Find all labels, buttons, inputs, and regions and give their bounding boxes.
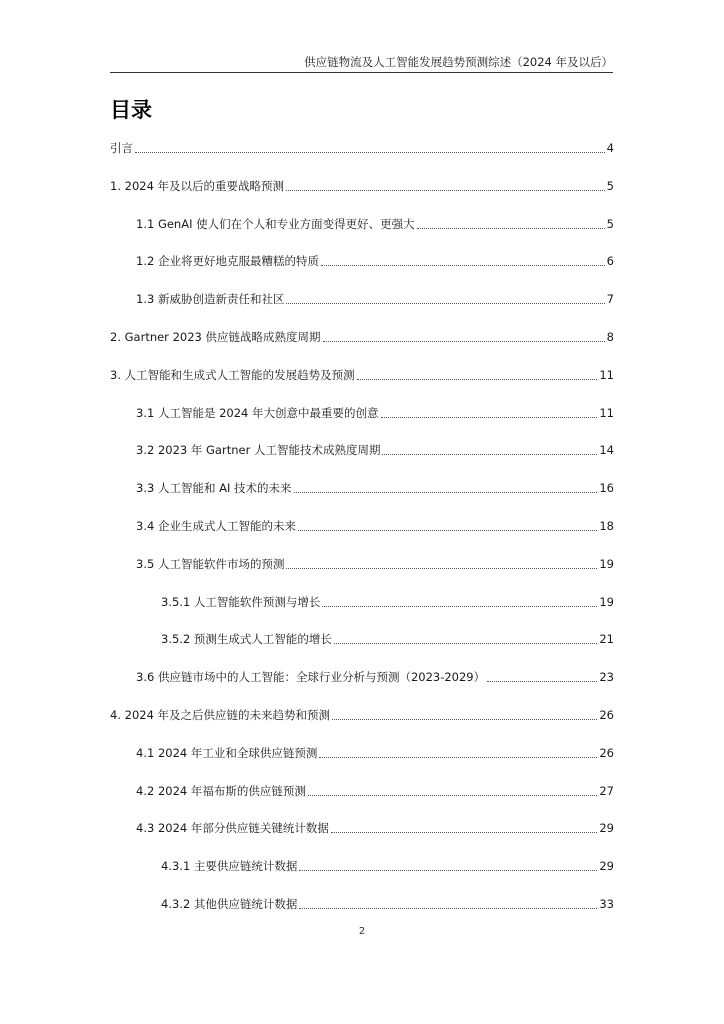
toc-entry-page: 11 — [599, 405, 614, 420]
toc-entry-label: 3.5.1 人工智能软件预测与增长 — [161, 594, 321, 609]
toc-entry[interactable] — [110, 176, 614, 194]
toc-leader-dots — [381, 417, 598, 418]
toc-entry[interactable] — [161, 592, 614, 610]
toc-entry-page: 33 — [599, 897, 614, 911]
toc-entry-label: 4.3.2 其他供应链统计数据 — [161, 897, 298, 911]
toc-entry[interactable] — [136, 289, 614, 307]
toc-leader-dots — [299, 908, 597, 909]
toc-leader-dots — [298, 530, 597, 531]
toc-leader-dots — [308, 795, 597, 796]
toc-leader-dots — [382, 454, 597, 455]
toc-entry[interactable] — [136, 516, 614, 534]
toc-entry-label: 4.1 2024 年工业和全球供应链预测 — [136, 745, 318, 760]
toc-leader-dots — [286, 303, 604, 304]
toc-entry-page: 6 — [606, 254, 614, 269]
toc-entry[interactable] — [161, 894, 614, 912]
running-header: 供应链物流及人工智能发展趋势预测综述（2024 年及以后） — [304, 55, 613, 69]
toc-leader-dots — [286, 568, 597, 569]
toc-entry-page: 19 — [599, 594, 614, 609]
toc-entry[interactable] — [136, 743, 614, 761]
toc-entry[interactable] — [161, 629, 614, 647]
toc-entry-label: 3.5 人工智能软件市场的预测 — [136, 556, 285, 571]
toc-entry-label: 3.2 2023 年 Gartner 人工智能技术成熟度周期 — [136, 443, 381, 458]
toc-entry-label: 1.1 GenAI 使人们在个人和专业方面变得更好、更强大 — [136, 216, 415, 231]
toc-entry-page: 5 — [606, 216, 614, 231]
toc-entry-page: 27 — [599, 783, 614, 798]
toc-leader-dots — [487, 681, 597, 682]
toc-entry-label: 3.1 人工智能是 2024 年大创意中最重要的创意 — [136, 405, 379, 420]
toc-entry-label: 引言 — [110, 141, 133, 155]
toc-entry[interactable] — [110, 705, 614, 723]
toc-leader-dots — [294, 492, 598, 493]
toc-entry[interactable] — [136, 781, 614, 799]
toc-entry[interactable] — [136, 554, 614, 572]
toc-leader-dots — [299, 870, 597, 871]
page-number: 2 — [358, 926, 366, 937]
toc-entry[interactable] — [161, 856, 614, 874]
toc-entry-page: 5 — [606, 178, 614, 193]
toc-entry-label: 4. 2024 年及之后供应链的未来趋势和预测 — [110, 708, 331, 722]
toc-entry[interactable] — [136, 214, 614, 232]
toc-entry-page: 11 — [599, 367, 614, 382]
toc-entry[interactable] — [136, 403, 614, 421]
toc-entry-page: 19 — [599, 556, 614, 571]
toc-entry-label: 4.2 2024 年福布斯的供应链预测 — [136, 783, 306, 798]
toc-entry-page: 29 — [599, 859, 614, 874]
toc-entry[interactable] — [136, 818, 614, 836]
toc-entry-label: 4.3.1 主要供应链统计数据 — [161, 859, 298, 874]
toc-entry[interactable] — [136, 478, 614, 496]
toc-entry-page: 21 — [599, 632, 614, 647]
toc-leader-dots — [332, 719, 597, 720]
toc-entry-page: 8 — [606, 330, 614, 344]
toc-entry-label: 4.3 2024 年部分供应链关键统计数据 — [136, 821, 329, 836]
toc-leader-dots — [319, 757, 597, 758]
toc-entry-label: 1.2 企业将更好地克服最糟糕的特质 — [136, 254, 319, 269]
toc-entry-page: 7 — [606, 292, 614, 307]
toc-entry-label: 1.3 新威胁创造新责任和社区 — [136, 292, 285, 307]
toc-entry-label: 3.5.2 预测生成式人工智能的增长 — [161, 632, 332, 647]
toc-entry-page: 18 — [599, 519, 614, 533]
toc-entry-label: 3.3 人工智能和 AI 技术的未来 — [136, 481, 292, 496]
toc-entry[interactable] — [110, 138, 614, 156]
toc-leader-dots — [417, 228, 605, 229]
toc-entry[interactable] — [110, 365, 614, 383]
toc-entry-page: 23 — [599, 670, 614, 685]
toc-leader-dots — [135, 152, 605, 153]
toc-entry-page: 29 — [599, 821, 614, 836]
toc-entry[interactable] — [110, 327, 614, 345]
toc-leader-dots — [321, 265, 605, 266]
toc-entry-page: 4 — [606, 141, 614, 155]
toc-entry[interactable] — [136, 440, 614, 458]
toc-entry-label: 3.6 供应链市场中的人工智能：全球行业分析与预测（2023-2029） — [136, 670, 486, 685]
toc-entry[interactable] — [136, 251, 614, 269]
toc-entry-page: 16 — [599, 481, 614, 496]
toc-entry-label: 3. 人工智能和生成式人工智能的发展趋势及预测 — [110, 367, 355, 382]
toc-title: 目录 — [110, 98, 152, 122]
toc-entry-label: 3.4 企业生成式人工智能的未来 — [136, 519, 296, 533]
toc-leader-dots — [331, 832, 597, 833]
toc-entry-page: 26 — [599, 745, 614, 760]
toc-entry-page: 14 — [599, 443, 614, 458]
toc-entry-page: 26 — [599, 708, 614, 722]
toc-entry-label: 2. Gartner 2023 供应链战略成熟度周期 — [110, 330, 321, 344]
toc-leader-dots — [286, 190, 605, 191]
toc-leader-dots — [323, 341, 605, 342]
toc-leader-dots — [322, 606, 597, 607]
toc-leader-dots — [334, 643, 597, 644]
toc-entry-label: 1. 2024 年及以后的重要战略预测 — [110, 178, 285, 193]
toc-leader-dots — [357, 379, 598, 380]
toc-entry[interactable] — [136, 667, 614, 685]
